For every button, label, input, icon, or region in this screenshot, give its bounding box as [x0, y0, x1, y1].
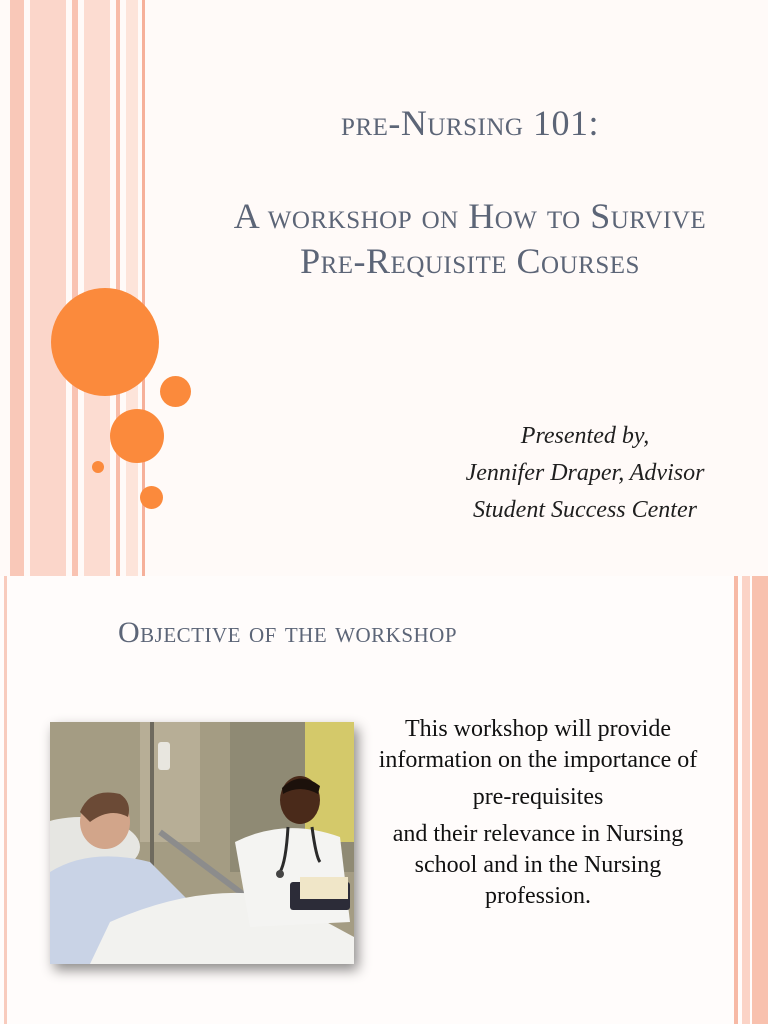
- stripe-decoration: [30, 0, 66, 576]
- body-line-3: and their relevance in Nursing school and in the Nursing profession.: [392, 821, 684, 909]
- stripe-decoration: [4, 576, 7, 1024]
- presenter-block: [420, 418, 750, 529]
- decorative-circle-small: [92, 461, 104, 473]
- stripe-decoration: [752, 576, 768, 1024]
- title-line-1: pre-Nursing 101:: [341, 103, 599, 143]
- objective-slide: [0, 576, 768, 1024]
- body-line-2: pre-requisites: [472, 784, 604, 810]
- decorative-circle: [160, 376, 191, 407]
- slide-title: Objective of the workshop: [118, 616, 458, 649]
- stripe-decoration: [72, 0, 78, 576]
- slide-title: [230, 100, 710, 284]
- objective-body: [370, 714, 706, 912]
- presenter-line-3: Student Success Center: [473, 497, 697, 523]
- decorative-circle: [140, 486, 163, 509]
- decorative-circle-large: [51, 288, 159, 396]
- nurse-patient-photo: [50, 722, 354, 964]
- stripe-decoration: [742, 576, 750, 1024]
- photo-illustration: [50, 722, 354, 964]
- stripe-decoration: [10, 0, 24, 576]
- stripe-decoration: [734, 576, 738, 1024]
- presenter-line-2: Jennifer Draper, Advisor: [465, 460, 705, 486]
- stripe-decoration: [116, 0, 120, 576]
- title-line-2: A workshop on How to Survive Pre-Requisite Courses: [233, 196, 707, 281]
- body-line-1: This workshop will provide information on the importance of: [378, 716, 698, 773]
- stripe-decoration: [126, 0, 138, 576]
- decorative-circle: [110, 409, 164, 463]
- presenter-line-1: Presented by,: [520, 423, 650, 449]
